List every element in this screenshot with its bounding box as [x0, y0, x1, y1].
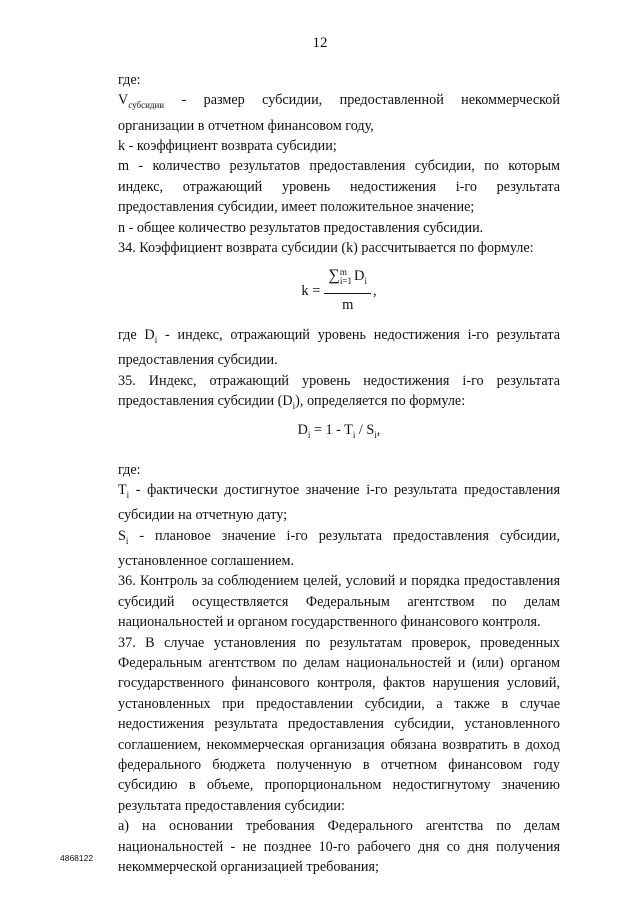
- formula-k-tail: ,: [372, 282, 377, 299]
- formula-k: [118, 266, 560, 315]
- v-description: - размер субсидии, предоставленной некоммерческой организации в отчетном финансовом году,: [118, 92, 560, 134]
- di-sub: i: [154, 335, 158, 346]
- paragraph-36: 36. Контроль за соблюдением целей, условий и порядка предоставления субсидий осуществляется Федеральным агентством по делам национальностей и органом государственного финансового контроля.: [118, 573, 560, 631]
- paragraph-35: [118, 371, 560, 417]
- page-number: 12: [312, 35, 328, 51]
- m-definition: m - количество результатов предоставления субсидии, по которым индекс, отражающий уровень недостижения i-го результата предоставления субсидии, имеет положительное значение;: [118, 158, 560, 216]
- paragraph-34: 34. Коэффициент возврата субсидии (k) рассчитывается по формуле:: [118, 240, 534, 257]
- formula-d-dsub: i: [307, 430, 311, 441]
- si-definition: [118, 526, 560, 572]
- formula-k-fraction: [324, 266, 370, 315]
- paragraph-37a: а) на основании требования Федерального агентства по делам национальностей - не позднее 10-го рабочего дня со дня получения некоммерческой организацией требования;: [118, 818, 560, 876]
- formula-d-d: D: [297, 422, 308, 439]
- numerator-sub: i: [364, 276, 367, 287]
- p35-sub: i: [292, 401, 296, 412]
- ti-definition: [118, 480, 560, 526]
- p35-part-a: 35. Индекс, отражающий уровень недостижения i-го результата предоставления субсидии (D: [118, 372, 560, 410]
- di-text: - индекс, отражающий уровень недостижения i-го результата предоставления субсидии.: [118, 327, 560, 369]
- formula-k-numerator: [324, 266, 370, 293]
- si-description: - плановое значение i-го результата предоставления субсидии, установленное соглашением.: [118, 527, 560, 569]
- sum-symbol: ∑: [328, 267, 340, 285]
- formula-d-eq: = 1 - T: [310, 422, 353, 439]
- formula-k-denominator: m: [342, 296, 354, 313]
- document-body: [118, 70, 560, 877]
- k-definition: k - коэффициент возврата субсидии;: [118, 138, 337, 155]
- formula-d-tsub: i: [352, 430, 356, 441]
- formula-d-div: / S: [355, 422, 375, 439]
- paragraph-37: 37. В случае установления по результатам проверок, проведенных Федеральным агентством по делам национальностей и (или) органом государственного финансового контроля, фактов нарушения условий, установленных при предоставлении субсидии, а также в случае недостижения результата предоставления субсидии, установленного соглашением, некоммерческая организация обязана возвратить в доход федерального бюджета полученную в отчетном финансовом году субсидию в объеме, пропорциональном недостигнутому значению результата предоставления субсидии:: [118, 634, 560, 814]
- si-symbol: S: [118, 527, 126, 544]
- di-definition: [118, 325, 560, 371]
- formula-d: [118, 420, 560, 445]
- sum-limits: [340, 268, 352, 286]
- sum-lower: i=1: [339, 276, 352, 287]
- where-label-2: где:: [118, 461, 141, 478]
- p35-part-b: ), определяется по формуле:: [295, 393, 466, 410]
- n-definition: n - общее количество результатов предоставления субсидии.: [118, 219, 484, 236]
- document-code: 4868122: [60, 853, 94, 863]
- ti-symbol: T: [118, 482, 127, 499]
- ti-sub: i: [126, 489, 130, 500]
- where-label: где:: [118, 72, 141, 88]
- numerator-var: D: [353, 268, 365, 285]
- v-subscript: субсидии: [128, 100, 165, 111]
- v-symbol: V: [118, 92, 129, 109]
- di-prefix: где D: [118, 327, 155, 344]
- formula-d-ssub: i: [374, 430, 377, 441]
- si-sub: i: [125, 535, 129, 546]
- formula-d-tail: ,: [376, 422, 381, 439]
- ti-description: - фактически достигнутое значение i-го результата предоставления субсидии на отчетную дату;: [118, 482, 560, 524]
- sum-upper: m: [339, 267, 347, 278]
- v-definition: [118, 90, 560, 136]
- formula-k-lhs: k =: [301, 282, 321, 299]
